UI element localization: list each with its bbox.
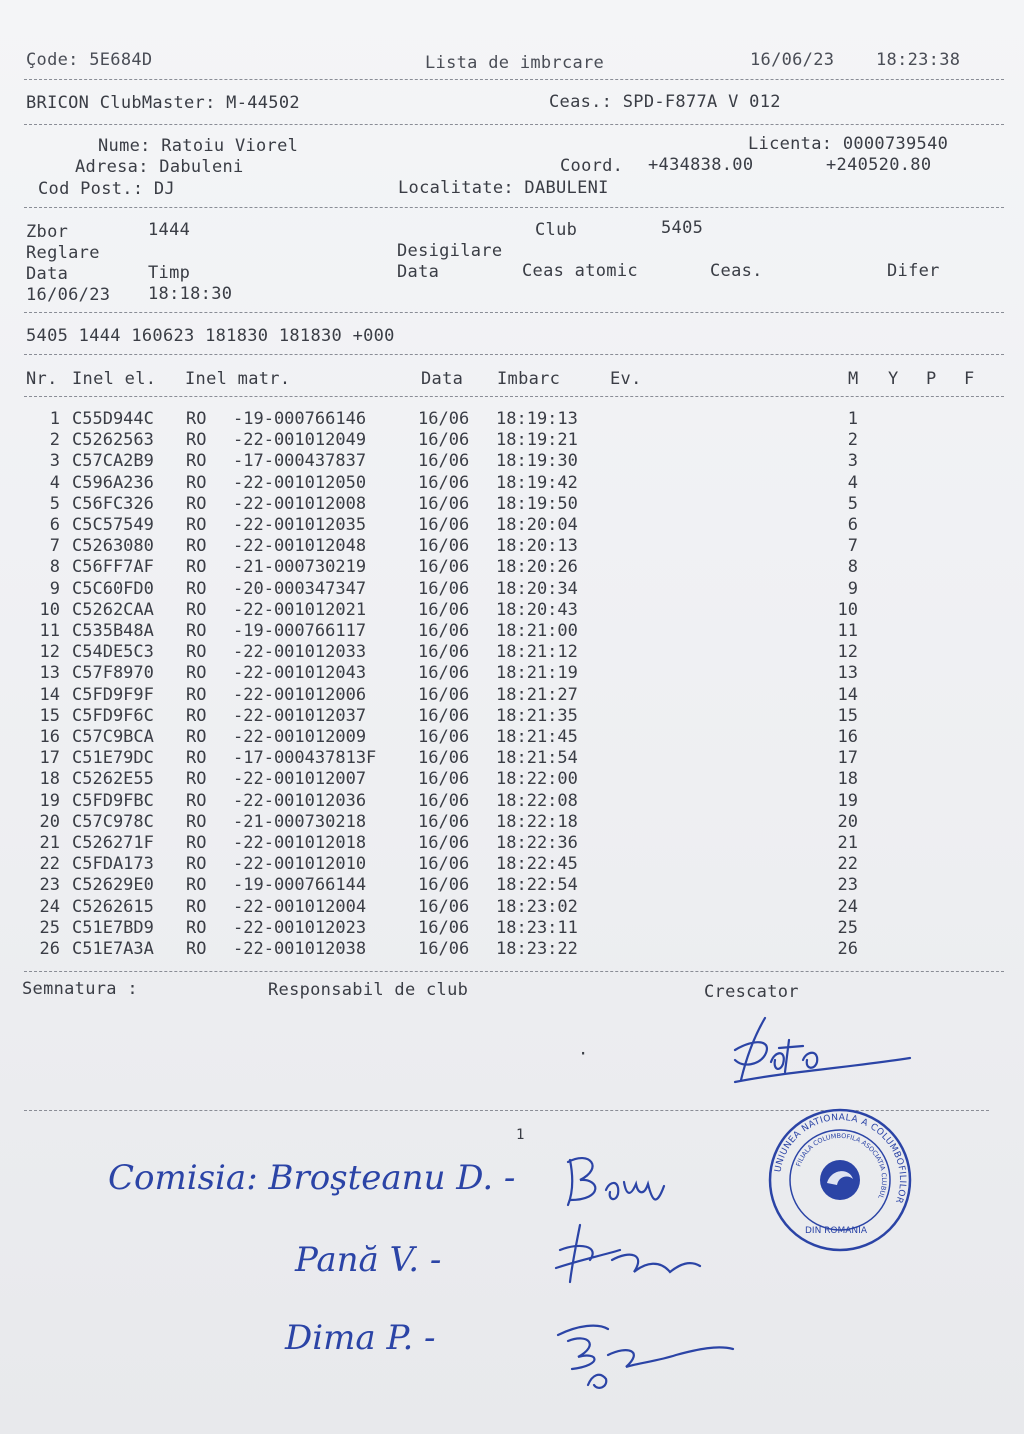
electronic-ring: C5262563 xyxy=(72,430,154,451)
table-row xyxy=(0,663,1000,684)
ring-number: -22-001012018 xyxy=(233,833,367,853)
electronic-ring: C5FD9F9F xyxy=(72,684,154,705)
country-code: RO xyxy=(186,578,207,599)
arrival-time: 18:21:12 xyxy=(496,642,578,663)
desigilare-label: Desigilare xyxy=(397,241,503,261)
col-header-y: Y xyxy=(888,369,899,389)
timp-label: Timp xyxy=(148,263,191,283)
club-label: Club xyxy=(535,220,578,240)
row-number: 17 xyxy=(39,748,60,769)
row-number: 19 xyxy=(39,790,60,811)
position-m: 21 xyxy=(837,833,858,853)
ring-number: -22-001012037 xyxy=(233,705,367,726)
ring-number: -17-000437837 xyxy=(233,451,367,472)
arrival-date: 16/06 xyxy=(418,833,470,853)
owner-address: Adresa: Dabuleni xyxy=(75,157,244,177)
col-header-nr: Nr. xyxy=(26,369,58,389)
country-code: RO xyxy=(186,663,207,684)
stamp-text-inner: FILIALA COLUMBOFILA ASOCIATIA CLUBUL xyxy=(794,1131,889,1201)
electronic-ring: C5262CAA xyxy=(72,599,154,620)
position-m: 22 xyxy=(837,854,858,875)
position-m: 3 xyxy=(847,451,858,472)
stamp-text-top: UNIUNEA NATIONALA A COLUMBOFILILOR xyxy=(773,1112,908,1205)
ring-number: -22-001012043 xyxy=(233,663,367,684)
position-m: 8 xyxy=(847,557,858,578)
arrival-time: 18:23:11 xyxy=(496,917,578,938)
signature-2 xyxy=(550,1220,710,1290)
row-number: 6 xyxy=(49,515,60,535)
electronic-ring: C52629E0 xyxy=(72,875,154,896)
row-number: 21 xyxy=(39,833,60,853)
table-row xyxy=(0,451,1000,472)
ring-number: -19-000766146 xyxy=(233,409,367,429)
table-row xyxy=(0,642,1000,663)
row-number: 8 xyxy=(49,557,60,578)
arrival-time: 18:21:35 xyxy=(496,705,578,726)
electronic-ring: C5C57549 xyxy=(72,515,154,535)
arrival-time: 18:23:02 xyxy=(496,896,578,917)
arrival-date: 16/06 xyxy=(418,663,470,684)
arrival-date: 16/06 xyxy=(418,854,470,875)
country-code: RO xyxy=(186,472,207,493)
print-time: 18:23:38 xyxy=(876,50,961,70)
row-number: 25 xyxy=(39,917,60,938)
ring-number: -22-001012033 xyxy=(233,642,367,663)
ring-number: -22-001012009 xyxy=(233,727,367,747)
position-m: 20 xyxy=(837,811,858,832)
electronic-ring: C57F8970 xyxy=(72,663,154,684)
arrival-time: 18:20:26 xyxy=(496,557,578,578)
table-row xyxy=(0,473,1000,494)
separator xyxy=(24,971,1004,972)
ring-number: -21-000730219 xyxy=(233,557,367,578)
arrival-date: 16/06 xyxy=(418,621,470,641)
zbor-value: 1444 xyxy=(148,220,191,240)
electronic-ring: C5262615 xyxy=(72,896,154,917)
separator xyxy=(24,124,1004,125)
arrival-time: 18:20:34 xyxy=(496,578,578,599)
separator xyxy=(24,354,1004,355)
col-header-inel-matr: Inel matr. xyxy=(185,369,291,389)
electronic-ring: C57CA2B9 xyxy=(72,451,154,472)
reglare-date: 16/06/23 xyxy=(26,285,111,305)
electronic-ring: C51E7A3A xyxy=(72,939,154,959)
arrival-date: 16/06 xyxy=(418,451,470,472)
row-number: 14 xyxy=(39,684,60,705)
arrival-date: 16/06 xyxy=(418,642,470,663)
row-number: 3 xyxy=(49,451,60,472)
table-row xyxy=(0,918,1000,939)
dot-mark: · xyxy=(578,1044,589,1064)
difference-label: Difer xyxy=(887,261,940,281)
arrival-time: 18:21:00 xyxy=(496,621,578,641)
country-code: RO xyxy=(186,536,207,557)
row-number: 13 xyxy=(39,663,60,684)
country-code: RO xyxy=(186,621,207,641)
data-label: Data xyxy=(26,264,69,284)
table-row xyxy=(0,897,1000,918)
print-date: 16/06/23 xyxy=(750,50,835,70)
table-row xyxy=(0,685,1000,706)
electronic-ring: C51E7BD9 xyxy=(72,917,154,938)
commission-line-1: Comisia: Broşteanu D. - xyxy=(108,1158,527,1198)
country-code: RO xyxy=(186,493,207,514)
arrival-time: 18:19:42 xyxy=(496,472,578,493)
col-header-data: Data xyxy=(421,369,464,389)
table-row xyxy=(0,621,1000,642)
table-row xyxy=(0,875,1000,896)
position-m: 14 xyxy=(837,684,858,705)
position-m: 10 xyxy=(837,599,858,620)
arrival-date: 16/06 xyxy=(418,748,470,769)
position-m: 24 xyxy=(837,896,858,917)
arrival-time: 18:22:36 xyxy=(496,833,578,853)
col-header-inel-el: Inel el. xyxy=(72,369,157,389)
arrival-time: 18:20:04 xyxy=(496,515,578,535)
row-number: 18 xyxy=(39,769,60,790)
ring-number: -20-000347347 xyxy=(233,578,367,599)
ring-number: -22-001012004 xyxy=(233,896,367,917)
country-code: RO xyxy=(186,705,207,726)
ring-number: -17-000437813F xyxy=(233,748,377,769)
country-code: RO xyxy=(186,642,207,663)
country-code: RO xyxy=(186,854,207,875)
position-m: 16 xyxy=(837,727,858,747)
coord-label: Coord. xyxy=(560,156,624,176)
position-m: 4 xyxy=(847,472,858,493)
club-value: 5405 xyxy=(661,218,704,238)
ring-number: -21-000730218 xyxy=(233,811,367,832)
breeder-label: Crescator xyxy=(704,982,799,1002)
row-number: 7 xyxy=(49,536,60,557)
electronic-ring: C56FC326 xyxy=(72,493,154,514)
table-row xyxy=(0,579,1000,600)
table-row xyxy=(0,600,1000,621)
table-row xyxy=(0,854,1000,875)
row-number: 12 xyxy=(39,642,60,663)
arrival-date: 16/06 xyxy=(418,875,470,896)
arrival-time: 18:22:54 xyxy=(496,875,578,896)
position-m: 1 xyxy=(847,409,858,429)
zbor-label: Zbor xyxy=(26,222,69,242)
separator xyxy=(24,312,1004,313)
arrival-date: 16/06 xyxy=(418,811,470,832)
coord-x: +434838.00 xyxy=(648,155,754,175)
arrival-time: 18:22:08 xyxy=(496,790,578,811)
atomic-clock-label: Ceas atomic xyxy=(522,261,638,281)
device-label: BRICON ClubMaster: M-44502 xyxy=(26,93,300,113)
ring-number: -22-001012048 xyxy=(233,536,367,557)
signature-label: Semnatura : xyxy=(22,979,138,999)
owner-name: Nume: Ratoiu Viorel xyxy=(98,136,299,156)
code-label: Çode: 5E684D xyxy=(26,50,153,70)
signature-3 xyxy=(548,1315,738,1400)
arrival-date: 16/06 xyxy=(418,939,470,959)
arrival-time: 18:22:00 xyxy=(496,769,578,790)
arrival-date: 16/06 xyxy=(418,430,470,451)
country-code: RO xyxy=(186,917,207,938)
arrival-time: 18:21:19 xyxy=(496,663,578,684)
arrival-date: 16/06 xyxy=(418,896,470,917)
country-code: RO xyxy=(186,515,207,535)
row-number: 23 xyxy=(39,875,60,896)
col-header-ev: Ev. xyxy=(610,369,642,389)
arrival-date: 16/06 xyxy=(418,599,470,620)
country-code: RO xyxy=(186,790,207,811)
ring-number: -19-000766117 xyxy=(233,621,367,641)
arrival-date: 16/06 xyxy=(418,917,470,938)
arrival-date: 16/06 xyxy=(418,684,470,705)
electronic-ring: C526271F xyxy=(72,833,154,853)
country-code: RO xyxy=(186,875,207,896)
commission-line-2: Pană V. - xyxy=(295,1240,453,1280)
row-number: 26 xyxy=(39,939,60,959)
country-code: RO xyxy=(186,430,207,451)
row-number: 2 xyxy=(49,430,60,451)
signature-1 xyxy=(560,1150,670,1210)
col-header-m: M xyxy=(848,369,859,389)
arrival-time: 18:19:50 xyxy=(496,493,578,514)
commission-line-3: Dima P. - xyxy=(285,1318,447,1358)
position-m: 25 xyxy=(837,917,858,938)
arrival-time: 18:19:13 xyxy=(496,409,578,429)
arrival-date: 16/06 xyxy=(418,472,470,493)
row-number: 5 xyxy=(49,493,60,514)
breeder-signature xyxy=(725,1010,920,1090)
ring-number: -22-001012021 xyxy=(233,599,367,620)
table-row xyxy=(0,515,1000,536)
arrival-date: 16/06 xyxy=(418,515,470,535)
electronic-ring: C55D944C xyxy=(72,409,154,429)
table-row xyxy=(0,748,1000,769)
col-header-p: P xyxy=(926,369,937,389)
country-code: RO xyxy=(186,769,207,790)
col-header-f: F xyxy=(964,369,975,389)
ring-number: -22-001012035 xyxy=(233,515,367,535)
position-m: 5 xyxy=(847,493,858,514)
table-row xyxy=(0,769,1000,790)
clock-column-label: Ceas. xyxy=(710,261,763,281)
ring-number: -22-001012050 xyxy=(233,472,367,493)
row-number: 4 xyxy=(49,472,60,493)
position-m: 15 xyxy=(837,705,858,726)
electronic-ring: C5FDA173 xyxy=(72,854,154,875)
electronic-ring: C57C978C xyxy=(72,811,154,832)
license-number: Licenta: 0000739540 xyxy=(748,134,949,154)
data2-label: Data xyxy=(397,262,440,282)
postal-code: Cod Post.: DJ xyxy=(38,179,175,199)
ring-number: -22-001012007 xyxy=(233,769,367,790)
locality: Localitate: DABULENI xyxy=(398,178,609,198)
arrival-time: 18:22:18 xyxy=(496,811,578,832)
separator xyxy=(24,396,1004,397)
arrival-time: 18:23:22 xyxy=(496,939,578,959)
country-code: RO xyxy=(186,896,207,917)
ring-number: -22-001012006 xyxy=(233,684,367,705)
document-title: Lista de imbrcare xyxy=(425,53,605,73)
position-m: 13 xyxy=(837,663,858,684)
country-code: RO xyxy=(186,811,207,832)
electronic-ring: C5263080 xyxy=(72,536,154,557)
electronic-ring: C5FD9FBC xyxy=(72,790,154,811)
table-row xyxy=(0,557,1000,578)
arrival-time: 18:22:45 xyxy=(496,854,578,875)
country-code: RO xyxy=(186,409,207,429)
row-number: 16 xyxy=(39,727,60,747)
table-row xyxy=(0,494,1000,515)
electronic-ring: C57C9BCA xyxy=(72,727,154,747)
country-code: RO xyxy=(186,684,207,705)
position-m: 19 xyxy=(837,790,858,811)
electronic-ring: C56FF7AF xyxy=(72,557,154,578)
electronic-ring: C54DE5C3 xyxy=(72,642,154,663)
arrival-time: 18:19:21 xyxy=(496,430,578,451)
position-m: 12 xyxy=(837,642,858,663)
electronic-ring: C535B48A xyxy=(72,621,154,641)
col-header-imbarc: Imbarc xyxy=(497,369,561,389)
table-row xyxy=(0,409,1000,430)
table-row xyxy=(0,833,1000,854)
position-m: 17 xyxy=(837,748,858,769)
coord-y: +240520.80 xyxy=(826,155,932,175)
position-m: 6 xyxy=(847,515,858,535)
ring-number: -22-001012036 xyxy=(233,790,367,811)
arrival-time: 18:19:30 xyxy=(496,451,578,472)
country-code: RO xyxy=(186,727,207,747)
arrival-time: 18:21:27 xyxy=(496,684,578,705)
row-number: 9 xyxy=(49,578,60,599)
arrival-date: 16/06 xyxy=(418,536,470,557)
country-code: RO xyxy=(186,939,207,959)
club-stamp-icon xyxy=(765,1105,915,1255)
arrival-date: 16/06 xyxy=(418,727,470,747)
country-code: RO xyxy=(186,557,207,578)
separator xyxy=(24,79,1004,80)
arrival-time: 18:20:13 xyxy=(496,536,578,557)
position-m: 11 xyxy=(837,621,858,641)
country-code: RO xyxy=(186,599,207,620)
ring-number: -22-001012038 xyxy=(233,939,367,959)
arrival-time: 18:21:54 xyxy=(496,748,578,769)
row-number: 1 xyxy=(49,409,60,429)
table-row xyxy=(0,812,1000,833)
table-row xyxy=(0,791,1000,812)
clock-label: Ceas.: SPD-F877A V 012 xyxy=(549,92,781,112)
row-number: 20 xyxy=(39,811,60,832)
ring-number: -22-001012008 xyxy=(233,493,367,514)
country-code: RO xyxy=(186,451,207,472)
separator xyxy=(24,207,1004,208)
reglare-label: Reglare xyxy=(26,243,100,263)
ring-number: -22-001012049 xyxy=(233,430,367,451)
arrival-time: 18:20:43 xyxy=(496,599,578,620)
electronic-ring: C51E79DC xyxy=(72,748,154,769)
arrival-date: 16/06 xyxy=(418,493,470,514)
ring-number: -19-000766144 xyxy=(233,875,367,896)
electronic-ring: C5262E55 xyxy=(72,769,154,790)
row-number: 10 xyxy=(39,599,60,620)
row-number: 24 xyxy=(39,896,60,917)
arrival-date: 16/06 xyxy=(418,790,470,811)
electronic-ring: C596A236 xyxy=(72,472,154,493)
row-number: 22 xyxy=(39,854,60,875)
stamp-text-bottom: DIN ROMANIA xyxy=(805,1226,867,1236)
electronic-ring: C5FD9F6C xyxy=(72,705,154,726)
country-code: RO xyxy=(186,833,207,853)
position-m: 18 xyxy=(837,769,858,790)
table-row xyxy=(0,536,1000,557)
table-row xyxy=(0,706,1000,727)
position-m: 7 xyxy=(847,536,858,557)
position-m: 9 xyxy=(847,578,858,599)
country-code: RO xyxy=(186,748,207,769)
page-number: 1 xyxy=(516,1127,525,1143)
arrival-date: 16/06 xyxy=(418,557,470,578)
arrival-date: 16/06 xyxy=(418,769,470,790)
arrival-date: 16/06 xyxy=(418,578,470,599)
ring-number: -22-001012010 xyxy=(233,854,367,875)
ring-number: -22-001012023 xyxy=(233,917,367,938)
summary-line: 5405 1444 160623 181830 181830 +000 xyxy=(26,326,395,346)
arrival-time: 18:21:45 xyxy=(496,727,578,747)
table-row xyxy=(0,430,1000,451)
arrival-date: 16/06 xyxy=(418,705,470,726)
row-number: 11 xyxy=(39,621,60,641)
table-row xyxy=(0,727,1000,748)
position-m: 2 xyxy=(847,430,858,451)
position-m: 26 xyxy=(837,939,858,959)
position-m: 23 xyxy=(837,875,858,896)
reglare-time: 18:18:30 xyxy=(148,284,233,304)
club-responsible-label: Responsabil de club xyxy=(268,980,469,1000)
row-number: 15 xyxy=(39,705,60,726)
arrival-date: 16/06 xyxy=(418,409,470,429)
electronic-ring: C5C60FD0 xyxy=(72,578,154,599)
table-row xyxy=(0,939,1000,960)
